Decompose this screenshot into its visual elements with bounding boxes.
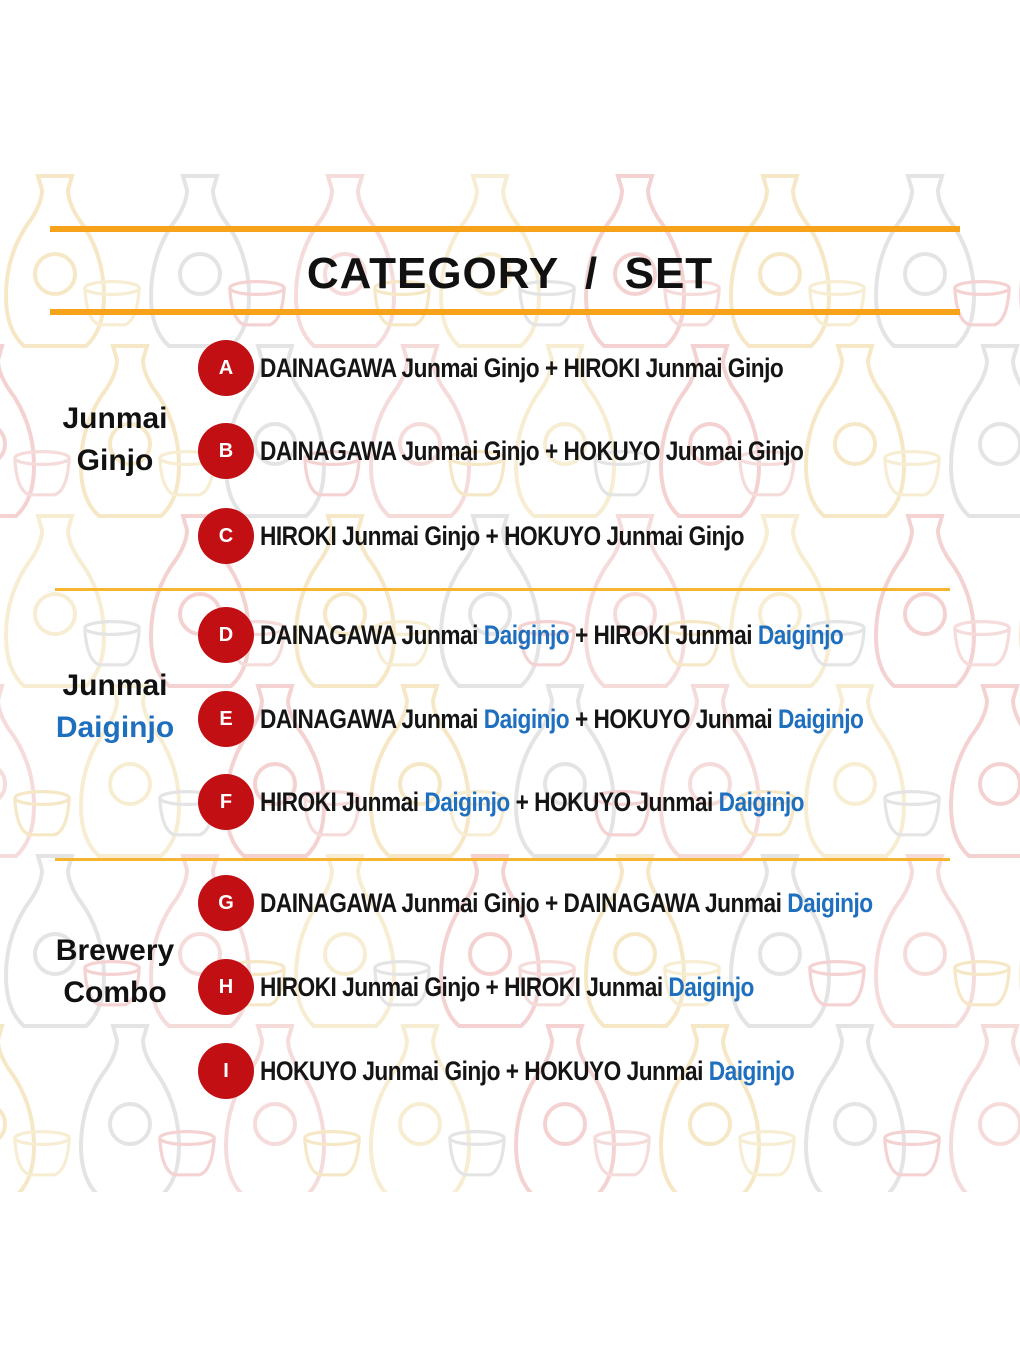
category-label-line: Brewery xyxy=(55,934,175,967)
set-text: HOKUYO Junmai Ginjo + HOKUYO Junmai xyxy=(260,1055,709,1086)
set-text-highlight: Daiginjo xyxy=(708,1055,795,1086)
set-text-highlight: Daiginjo xyxy=(483,703,570,734)
title-top-rule xyxy=(50,226,960,232)
category-label-brewery-combo xyxy=(30,930,200,1014)
set-text-highlight: Daiginjo xyxy=(424,786,510,817)
set-item-a xyxy=(260,340,783,396)
set-text-highlight: Daiginjo xyxy=(668,971,754,1002)
set-item-i xyxy=(260,1043,794,1099)
set-badge-b: B xyxy=(198,423,254,479)
set-text: DAINAGAWA Junmai xyxy=(260,703,484,734)
set-item-e xyxy=(260,691,863,747)
page-title: CATEGORY / SET xyxy=(306,249,714,298)
set-text: HIROKI Junmai Ginjo + HIROKI Junmai xyxy=(260,971,669,1002)
category-label-line: Ginjo xyxy=(76,444,154,477)
set-item-b xyxy=(260,423,803,479)
category-label-junmai-daiginjo xyxy=(30,665,200,749)
set-text: DAINAGAWA Junmai Ginjo + HIROKI Junmai Ginjo xyxy=(260,352,784,383)
set-item-f xyxy=(260,774,804,830)
set-item-g xyxy=(260,875,873,931)
category-label-line: Daiginjo xyxy=(55,711,175,744)
set-badge-f: F xyxy=(198,774,254,830)
set-text-highlight: Daiginjo xyxy=(483,619,570,650)
set-badge-i: I xyxy=(198,1043,254,1099)
title-bottom-rule xyxy=(50,309,960,315)
category-label-junmai-ginjo xyxy=(30,398,200,482)
set-badge-d: D xyxy=(198,607,254,663)
set-item-c xyxy=(260,508,744,564)
category-label-line: Junmai xyxy=(62,402,168,435)
category-label-line: Junmai xyxy=(62,669,168,702)
set-text: HIROKI Junmai xyxy=(260,786,425,817)
set-text: DAINAGAWA Junmai xyxy=(260,619,484,650)
set-badge-e: E xyxy=(198,691,254,747)
category-label-line: Combo xyxy=(63,976,167,1009)
set-text: + HOKUYO Junmai xyxy=(509,786,719,817)
set-item-h xyxy=(260,959,754,1015)
set-text: + HIROKI Junmai xyxy=(569,619,758,650)
set-badge-a: A xyxy=(198,340,254,396)
set-badge-g: G xyxy=(198,875,254,931)
set-item-d xyxy=(260,607,843,663)
section-divider xyxy=(55,858,950,861)
set-text-highlight: Daiginjo xyxy=(718,786,805,817)
set-text: DAINAGAWA Junmai Ginjo + DAINAGAWA Junmai xyxy=(260,887,788,918)
set-badge-h: H xyxy=(198,959,254,1015)
set-text-highlight: Daiginjo xyxy=(757,619,844,650)
set-text-highlight: Daiginjo xyxy=(777,703,864,734)
set-badge-c: C xyxy=(198,508,254,564)
section-divider xyxy=(55,588,950,591)
set-text: HIROKI Junmai Ginjo + HOKUYO Junmai Ginjo xyxy=(260,520,745,551)
set-text: DAINAGAWA Junmai Ginjo + HOKUYO Junmai Ginjo xyxy=(260,435,804,466)
set-text-highlight: Daiginjo xyxy=(787,887,873,918)
set-text: + HOKUYO Junmai xyxy=(569,703,778,734)
